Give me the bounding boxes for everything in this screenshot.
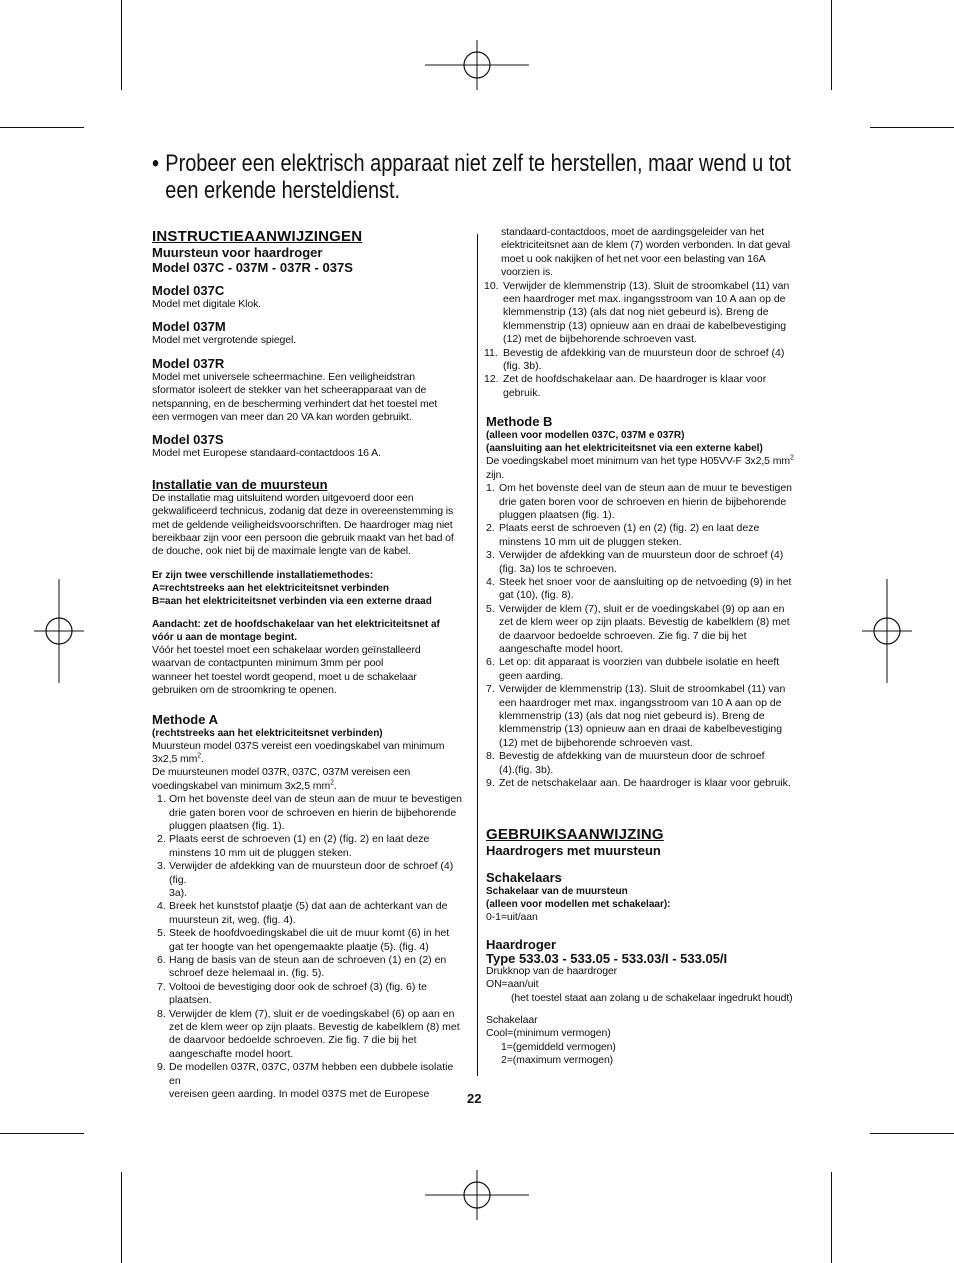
dryer-text: ON=aan/uit (486, 978, 539, 991)
list-item: 8. Bevestig de afdekking van de muursteun door de schroef (4).(fig. 3b). (486, 750, 765, 776)
right-column (486, 226, 804, 1068)
attention-text: waarvan de contactpunten minimum 3mm per pool (152, 657, 384, 670)
method-a-steps (152, 793, 466, 1101)
method-a-text: voedingskabel van minimum 3x2,5 $mm^2$. (152, 779, 337, 792)
install-title: Installatie van de muursteun (152, 476, 328, 492)
attention-text: wanneer het toestel wordt geopend, moet u de schakelaar (152, 670, 417, 683)
model-text-line: netspanning, en de bescherming verhindert dat het toestel met (152, 397, 438, 410)
attention-text: gebruiken om de stroomkring te openen. (152, 684, 337, 697)
switch-text: 1=(gemiddeld vermogen) (501, 1040, 616, 1053)
continued-text: elektriciteitsnet aan de klem (7) worden verbonden. In dat geval (501, 239, 790, 252)
install-line: gekwalificeerd technicus, zodanig dat deze in overeenstemming is (152, 505, 454, 518)
registration-mark-icon (7, 579, 111, 683)
registration-mark-icon (835, 579, 939, 683)
crop-mark (121, 0, 122, 90)
list-item: 3. Verwijder de afdekking van de muursteun door de schroef (4) (fig. 3a). (157, 860, 454, 899)
method-b-text: zijn. (486, 468, 505, 481)
install-line: bereikbaar zijn voor een persoon die gebruik maakt van het bad of (152, 532, 454, 545)
crop-mark (831, 1172, 832, 1263)
dryer-title: Haardroger (486, 936, 557, 952)
method-a-text: 3x2,5 $mm^2$. (152, 752, 204, 765)
crop-mark (0, 1133, 84, 1134)
model-text: Model met vergrotende spiegel. (152, 334, 297, 347)
model-heading: Model 037C (152, 283, 225, 298)
switch-text: 2=(maximum vermogen) (501, 1054, 614, 1067)
list-item: 4. Steek het snoer voor de aansluiting op de netvoeding (9) in het gat (10), (fig. 8). (486, 575, 792, 602)
headline-line-1: Probeer een elektrisch apparaat niet zelf te herstellen, maar wend u tot (165, 150, 791, 177)
usage-subtitle: Haardrogers met muursteun (486, 843, 661, 859)
continued-text: voorzien is. (501, 266, 553, 279)
headline-line-2: een erkende hersteldienst. (165, 177, 401, 204)
model-text: Model met digitale Klok. (152, 298, 262, 310)
list-item: 5. Steek de hoofdvoedingskabel die uit de muur komt (6) in het gat ter hoogte van het opengemaakte plaatje (5). (fig. 4) (157, 927, 450, 953)
registration-mark-icon (425, 1143, 529, 1247)
method-b-steps (486, 482, 804, 790)
registration-mark-icon (425, 13, 529, 117)
attention-line: Aandacht: zet de hoofdschakelaar van het elektriciteitsnet af (152, 618, 440, 630)
model-text-line: een vermogen van meer dan 20 VA kan worden gebruikt. (152, 411, 412, 424)
list-item: 7. Voltooi de bevestiging door ook de schroef (3) (fig. 6) te plaatsen. (157, 980, 427, 1007)
methods-line: A=rechtstreeks aan het elektriciteitsnet verbinden (152, 582, 390, 594)
method-a-text: Muursteun model 037S vereist een voedingskabel van minimum (152, 739, 445, 752)
method-a-subtitle: (rechtstreeks aan het elektriciteitsnet verbinden) (152, 727, 383, 739)
dryer-text: Drukknop van de haardroger (486, 964, 618, 977)
list-item: 11. Bevestig de afdekking van de muursteun door de schroef (4) (fig. 3b). (484, 346, 785, 373)
left-column (152, 226, 466, 1101)
model-text-line: sformator isoleert de stekker van het scheerapparaat van de (152, 384, 427, 397)
list-item: 2. Plaats eerst de schroeven (1) en (2) (fig. 2) en laat deze minstens 10 mm uit de pluggen steken. (157, 833, 430, 859)
list-item: 6. Let op: dit apparaat is voorzien van dubbele isolatie en heeft geen aarding. (486, 656, 780, 682)
continued-text: standaard-contactdoos, moet de aardingsgeleider van het (501, 226, 765, 238)
bullet: • (152, 150, 159, 177)
model-heading: Model 037S (152, 432, 224, 448)
subtitle: Model 037C - 037M - 037R - 037S (152, 260, 353, 275)
install-line: de douche, ook niet bij de maximale lengte van de kabel. (152, 545, 411, 558)
crop-mark (870, 1133, 954, 1134)
method-a-title: Methode A (152, 711, 218, 727)
list-item: 10. Verwijder de klemmenstrip (13). Sluit de stroomkabel (11) van een haardroger met max. ingangsstroom van 10 A aan op de klemmenstrip (13) (als dat nog niet gebeurd is). Breng de klemmenstrip (13) opnieuw aan en draai de kabelbevestiging (12) met de bijbehorende schroeven vast. (484, 279, 790, 346)
list-item: 7. Verwijder de klemmenstrip (13). Sluit de stroomkabel (11) van een haardroger met max. ingangsstroom van 10 A aan op de klemmenstrip (13) (als dat nog niet gebeurd is). Breng de klemmenstrip (13) opnieuw aan en draai de kabelbevestiging (12) met de bijbehorende schroeven vast. (486, 683, 786, 749)
page-number: 22 (467, 1091, 482, 1106)
method-b-text: De voedingskabel moet minimum van het type H05VV-F 3x2,5 $mm^2$ (486, 454, 794, 468)
switch-text: Schakelaar (486, 1014, 538, 1027)
method-b-subtitle: (aansluiting aan het elektriciteitsnet via een externe kabel) (486, 443, 763, 455)
switch-text: 0-1=uit/aan (486, 911, 538, 924)
install-line: met de geldende veiligheidsvoorschriften. De haardroger mag niet (152, 518, 453, 531)
list-item: 3. Verwijder de afdekking van de muursteun door de schroef (4) (fig. 3a) los te schroeven. (486, 549, 784, 575)
usage-title: GEBRUIKSAANWIJZING (486, 826, 664, 844)
switches-title: Schakelaars (486, 870, 562, 886)
list-item: 12. Zet de hoofdschakelaar aan. De haardroger is klaar voor gebruik. (484, 373, 767, 399)
method-a-text: De muursteunen model 037R, 037C, 037M vereisen een (152, 766, 411, 779)
section-title: INSTRUCTIEAANWIJZINGEN (152, 228, 363, 245)
install-line: De installatie mag uitsluitend worden uitgevoerd door een (152, 491, 414, 504)
methods-line: Er zijn twee verschillende installatiemethodes: (152, 569, 374, 581)
model-text-line: Model met universele scheermachine. Een veiligheidstran (152, 370, 415, 383)
list-item: 1. Om het bovenste deel van de steun aan de muur te bevestigen drie gaten boren voor de schroeven en hierin de bijbehorende pluggen plaatsen (fig. 1). (157, 793, 463, 832)
continued-text: moet u ook nakijken of het net voor een belasting van 16A (501, 252, 766, 265)
attention-text: Vóór het toestel moet een schakelaar worden geïnstalleerd (152, 643, 421, 656)
list-item: 8. Verwijder de klem (7), sluit er de voedingskabel (6) op aan en zet de klem weer op zijn plaats. Bevestig de kabelklem (8) met de daarvoor bedoelde schroeven. Zie fig. 7 die bij het aangeschafte model hoort. (157, 1007, 460, 1060)
model-heading: Model 037M (152, 319, 226, 335)
switch-text: Cool=(minimum vermogen) (486, 1027, 611, 1040)
dryer-type: Type 533.03 - 533.05 - 533.03/I - 533.05/I (486, 950, 728, 966)
crop-mark (121, 1172, 122, 1263)
headline (152, 150, 791, 204)
crop-mark (0, 127, 84, 128)
crop-mark (831, 0, 832, 90)
method-a-steps-continued (486, 280, 804, 401)
dryer-text: (het toestel staat aan zolang u de schakelaar ingedrukt houdt) (511, 991, 793, 1004)
method-b-subtitle: (alleen voor modellen 037C, 037M e 037R) (486, 430, 685, 442)
method-b-title: Methode B (486, 414, 553, 430)
switch-line: Schakelaar van de muursteun (486, 886, 628, 898)
switch-line: (alleen voor modellen met schakelaar): (486, 899, 671, 911)
list-item: 5. Verwijder de klem (7), sluit er de voedingskabel (9) op aan en zet de klem weer op zijn plaats. Bevestig de kabelklem (8) met de daarvoor bedoelde schroeven. Zie fig. 7 die bij het aangeschafte model hoort. (486, 602, 790, 655)
list-item: 9. Zet de netschakelaar aan. De haardroger is klaar voor gebruik. (486, 777, 791, 790)
subtitle: Muursteun voor haardroger (152, 245, 323, 260)
crop-mark (870, 127, 954, 128)
attention-line: vóór u aan de montage begint. (152, 631, 298, 643)
list-item: 9. De modellen 037R, 037C, 037M hebben een dubbele isolatie en vereisen geen aarding. In model 037S met de Europese (157, 1061, 454, 1101)
list-item: 4. Breek het kunststof plaatje (5) dat aan de achterkant van de muursteun zit, weg. (fig. 4). (157, 900, 448, 926)
list-item: 2. Plaats eerst de schroeven (1) en (2) (fig. 2) en laat deze minstens 10 mm uit de pluggen steken. (486, 522, 760, 548)
column-divider (477, 234, 478, 1076)
methods-line: B=aan het elektriciteitsnet verbinden via een externe draad (152, 595, 432, 607)
model-heading: Model 037R (152, 355, 225, 371)
model-text: Model met Europese standaard-contactdoos 16 A. (152, 447, 381, 460)
list-item: 6. Hang de basis van de steun aan de schroeven (1) en (2) en schroef deze helemaal in. (fig. 5). (157, 954, 447, 980)
list-item: 1. Om het bovenste deel van de steun aan de muur te bevestigen drie gaten boren voor de schroeven en hierin de bijbehorende pluggen plaatsen (fig. 1). (486, 482, 793, 521)
